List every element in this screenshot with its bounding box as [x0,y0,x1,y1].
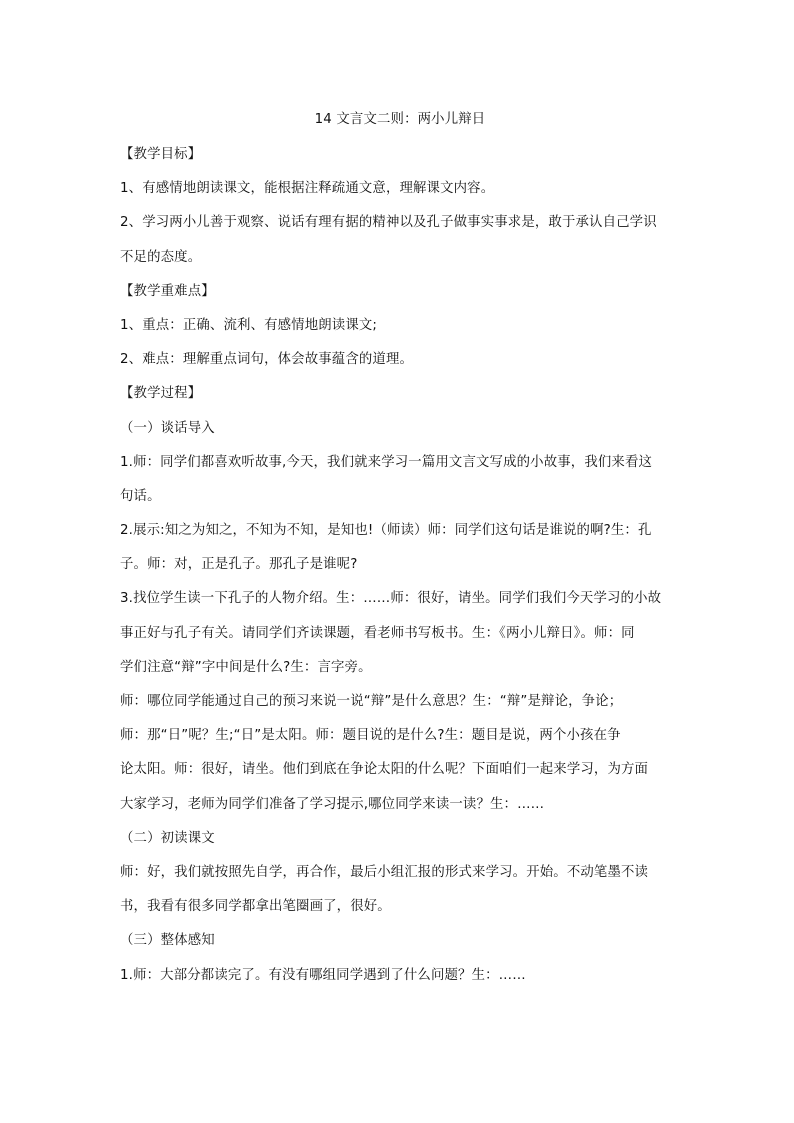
section-heading-key-points: 【教学重难点】 [120,283,215,299]
subsection-heading: （二）初读课文 [120,830,215,846]
paragraph-line: 大家学习，老师为同学们准备了学习提示,哪位同学来读一读？生：…… [120,796,545,812]
paragraph-line: 书，我看有很多同学都拿出笔圈画了，很好。 [120,899,391,915]
paragraph-line: 句话。 [120,488,161,504]
paragraph-line: 学们注意“辩”字中间是什么?生：言字旁。 [120,659,372,675]
paragraph-line: 2.展示:知之为知之，不知为不知，是知也!（师读）师：同学们这句话是谁说的啊?生：孔 [120,523,652,539]
subsection-heading: （三）整体感知 [120,933,215,949]
paragraph-line: 子。师：对，正是孔子。那孔子是谁呢? [120,557,358,573]
paragraph-line: 2、难点：理解重点词句，体会故事蕴含的道理。 [120,352,414,368]
subsection-heading: （一）谈话导入 [120,420,215,436]
paragraph-line: 1.师：同学们都喜欢听故事,今天，我们就来学习一篇用文言文写成的小故事，我们来看这 [120,454,653,470]
paragraph-line: 3.找位学生读一下孔子的人物介绍。生：……师：很好，请坐。同学们我们今天学习的小故 [120,591,662,607]
section-heading-process: 【教学过程】 [120,386,202,402]
paragraph-line: 论太阳。师：很好，请坐。他们到底在争论太阳的什么呢？下面咱们一起来学习，为方面 [120,762,649,778]
document-title: 14 文言文二则：两小儿辩日 [314,112,486,127]
paragraph-line: 师：哪位同学能通过自己的预习来说一说“辩”是什么意思？生：“辩”是辩论，争论； [120,694,623,709]
paragraph-line: 2、学习两小儿善于观察、说话有理有据的精神以及孔子做事实事求是，敢于承认自己学识 [120,215,657,231]
document-body [120,108,680,993]
paragraph-line: 1、重点：正确、流利、有感情地朗读课文; [120,317,378,333]
paragraph-line: 1、有感情地朗读课文，能根据注释疏通文意，理解课文内容。 [120,181,495,197]
paragraph-line: 1.师：大部分都读完了。有没有哪组同学遇到了什么问题？生：…… [120,967,526,983]
paragraph-line: 师：好，我们就按照先自学，再合作，最后小组汇报的形式来学习。开始。不动笔墨不读 [120,864,649,880]
section-heading-objectives: 【教学目标】 [120,147,202,162]
paragraph-line: 不足的态度。 [120,249,202,265]
paragraph-line: 师：那“日”呢？生;“日”是太阳。师：题目说的是什么?生：题目是说，两个小孩在争 [120,728,621,744]
paragraph-line: 事正好与孔子有关。请同学们齐读课题，看老师书写板书。生：《两小儿辩日》。师：同 [120,625,635,641]
